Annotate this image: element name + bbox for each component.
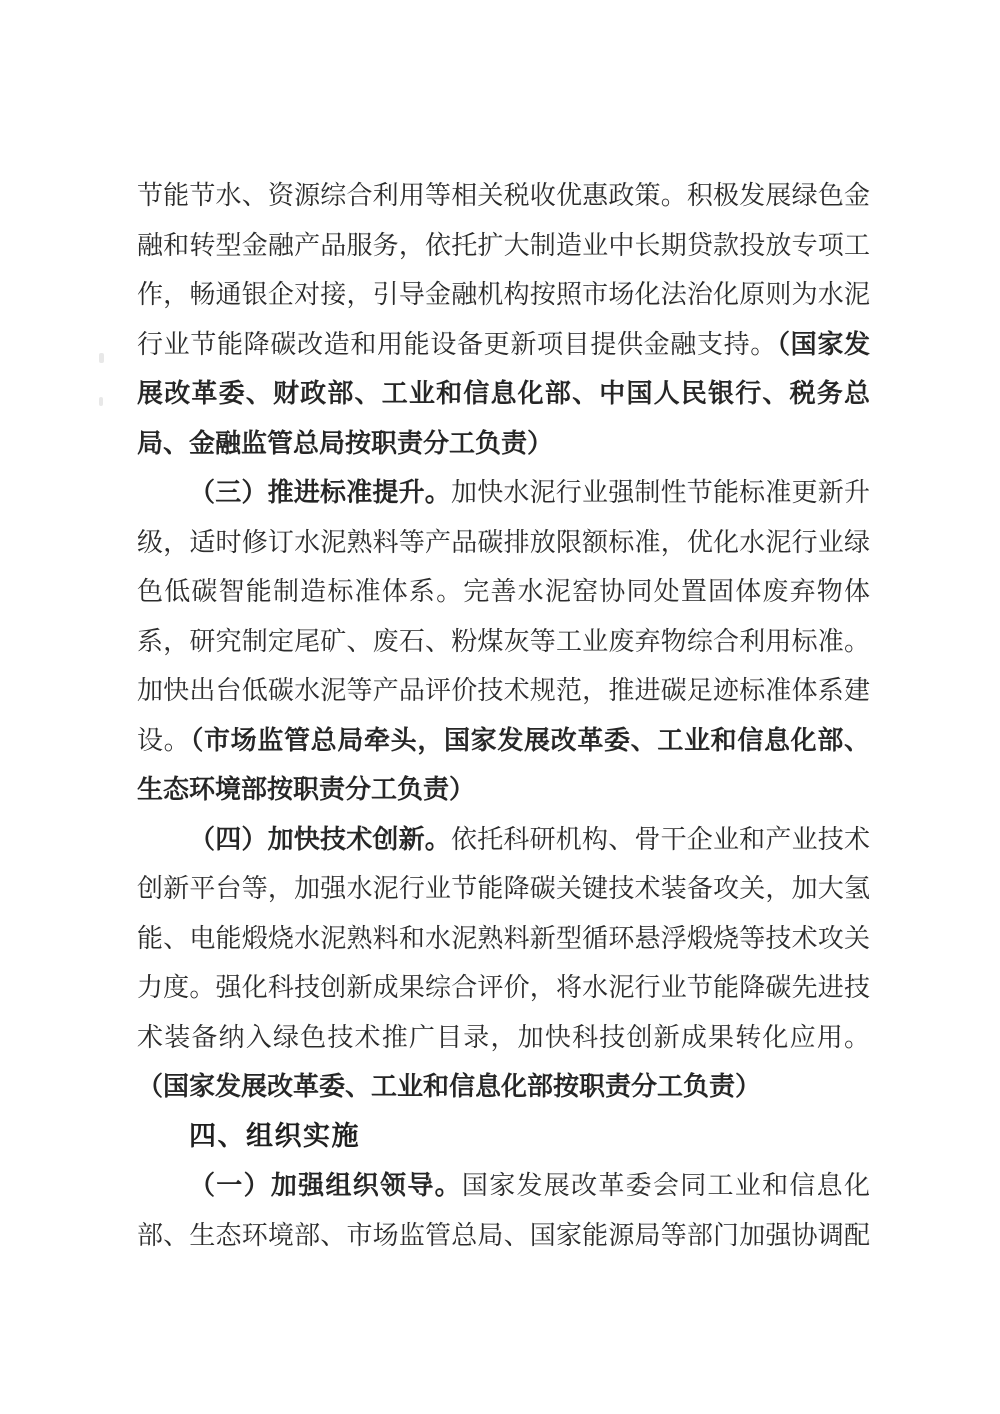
text-line: [137, 567, 870, 617]
responsibility-annotation: （国家发: [776, 329, 870, 359]
text-line: [137, 518, 870, 568]
text-line: [137, 716, 870, 766]
text-line: [137, 864, 870, 914]
responsibility-annotation: （国家发展改革委、工业和信息化部按职责分工负责）: [137, 1072, 762, 1101]
body-text: 术装备纳入绿色技术推广目录，加快科技创新成果转化应用。: [137, 1022, 870, 1052]
text-line: [137, 369, 870, 419]
body-text: 部、生态环境部、市场监管总局、国家能源局等部门加强协调配: [137, 1220, 870, 1250]
document-text-block: [137, 171, 870, 1260]
text-line: [137, 1211, 870, 1261]
text-line: [137, 765, 870, 815]
subitem-lead-3: （三）推进标准提升。: [189, 478, 451, 507]
text-line: [137, 914, 870, 964]
text-line: [137, 221, 870, 271]
body-text: 加快水泥行业强制性节能标准更新升: [451, 478, 870, 507]
subitem-lead-4: （四）加快技术创新。: [189, 824, 451, 854]
scan-artifact: [99, 353, 104, 363]
responsibility-annotation: 生态环境部按职责分工负责）: [137, 775, 476, 804]
body-text: 色低碳智能制造标准体系。完善水泥窑协同处置固体废弃物体: [137, 577, 870, 606]
text-line: [137, 1062, 870, 1112]
body-text: 能、电能煅烧水泥熟料和水泥熟料新型循环悬浮煅烧等技术攻关: [137, 923, 870, 953]
body-text: 加快出台低碳水泥等产品评价技术规范，推进碳足迹标准体系建: [137, 676, 870, 705]
body-text: 行业节能降碳改造和用能设备更新项目提供金融支持。: [137, 329, 777, 359]
body-text: 国家发展改革委会同工业和信息化: [461, 1171, 870, 1200]
subitem-lead-1: （一）加强组织领导。: [189, 1171, 462, 1200]
text-line: [137, 666, 870, 716]
text-line: [137, 320, 870, 370]
text-line: [137, 468, 870, 518]
text-line: [137, 815, 870, 865]
body-text: 融和转型金融产品服务，依托扩大制造业中长期贷款投放专项工: [137, 230, 870, 260]
body-text: 作，畅通银企对接，引导金融机构按照市场化法治化原则为水泥: [137, 280, 870, 309]
text-line: [137, 171, 870, 221]
text-line: [137, 963, 870, 1013]
body-text: 系，研究制定尾矿、废石、粉煤灰等工业废弃物综合利用标准。: [137, 626, 870, 656]
text-line: [137, 1161, 870, 1211]
body-text: 级，适时修订水泥熟料等产品碳排放限额标准，优化水泥行业绿: [137, 527, 870, 557]
text-line: [137, 419, 870, 469]
body-text: 设。: [137, 725, 191, 755]
responsibility-annotation: 局、金融监管总局按职责分工负责）: [137, 428, 554, 458]
section-heading-text: 四、组织实施: [189, 1120, 360, 1151]
responsibility-annotation: （市场监管总局牵头，国家发展改革委、工业和信息化部、: [190, 725, 870, 755]
scan-artifact: [99, 397, 103, 406]
text-line: [137, 270, 870, 320]
text-line: [137, 1013, 870, 1063]
body-text: 依托科研机构、骨干企业和产业技术: [451, 824, 870, 854]
body-text: 力度。强化科技创新成果综合评价，将水泥行业节能降碳先进技: [137, 973, 870, 1002]
body-text: 创新平台等，加强水泥行业节能降碳关键技术装备攻关，加大氢: [137, 874, 870, 903]
body-text: 节能节水、资源综合利用等相关税收优惠政策。积极发展绿色金: [137, 181, 870, 210]
responsibility-annotation: 展改革委、财政部、工业和信息化部、中国人民银行、税务总: [137, 379, 870, 408]
section-heading: [137, 1112, 870, 1162]
text-line: [137, 617, 870, 667]
